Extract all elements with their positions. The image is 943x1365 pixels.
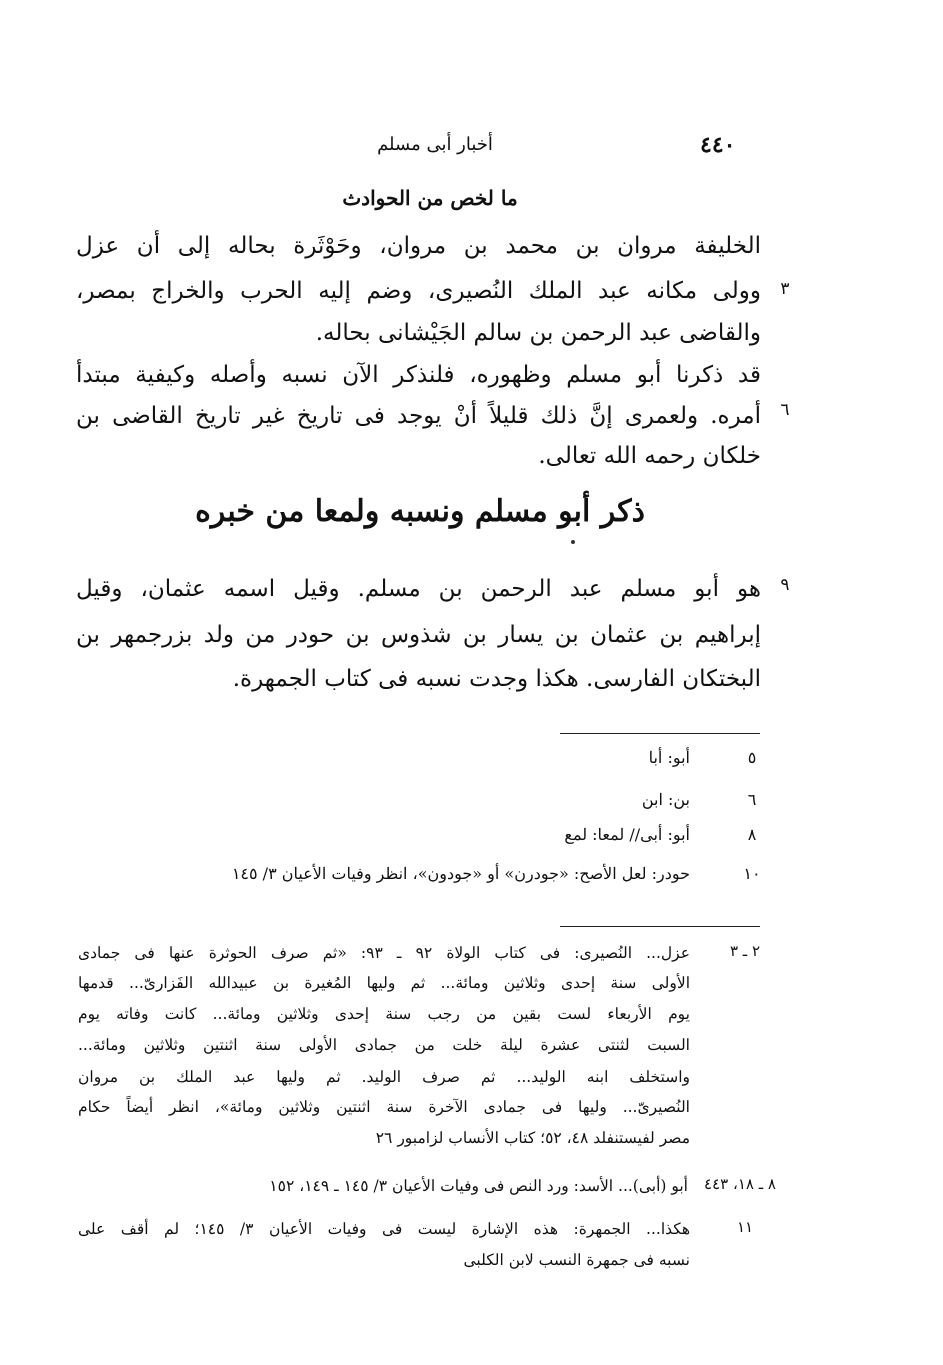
chapter-heading: ذكر أبو مسلم ونسبه ولمعا من خبره (195, 494, 645, 529)
paragraph-line: قد ذكرنا أبو مسلم وظهوره، فلنذكر الآن نسبه وأصله وكيفية مبتدأ (76, 362, 761, 388)
note-line: نسبه فى جمهرة النسب لابن الكلبى (463, 1251, 690, 1269)
note-line: أبو (أبى)... الأسد: ورد النص فى وفيات الأعيان ٣/ ١٤٥ ـ ١٤٩، ١٥٢ (269, 1177, 688, 1195)
note-line: هكذا... الجمهرة: هذه الإشارة ليست فى وفيات الأعيان ٣/ ١٤٥؛ لم أقف على (78, 1220, 690, 1238)
note-line: عزل... النُصيرى: فى كتاب الولاة ٩٢ ـ ٩٣: «ثم صرف الحوثرة عنها فى جمادى (78, 944, 690, 962)
note-line: يوم الأربعاء لست بقين من رجب سنة إحدى وثلاثين ومائة... كانت وفاته يوم (78, 1005, 690, 1023)
variant-line-number: ١٠ (743, 864, 761, 883)
page-number: ٤٤٠ (700, 132, 736, 158)
footnote-separator (560, 926, 760, 927)
variant-line-number: ٦ (747, 790, 757, 809)
variant-reading: أبو: أبا (648, 748, 690, 767)
note-line: الأولى سنة إحدى وثلاثين ومائة... ثم وليها المُغيرة بن عبيدالله الفَزارىّ... قدمها (78, 974, 690, 992)
variant-reading: بن: ابن (641, 790, 690, 809)
paragraph-line: والقاضى عبد الرحمن بن سالم الجَيْشانى بحاله. (315, 320, 761, 346)
speck (571, 540, 575, 544)
note-line: مصر لفيستنفلد ٤٨، ٥٢؛ كتاب الأنساب لزامبور ٢٦ (375, 1129, 690, 1147)
line-number: ٩ (780, 575, 790, 595)
paragraph-line: هو أبو مسلم عبد الرحمن بن مسلم. وقيل اسمه عثمان، وقيل (76, 576, 761, 602)
section-title: ما لخص من الحوادث (342, 186, 518, 210)
variant-line-number: ٥ (747, 748, 757, 767)
note-line: واستخلف ابنه الوليد... ثم صرف الوليد. ثم وليها عبد الملك بن مروان (78, 1068, 690, 1086)
note-line: النُصيرىّ... وليها فى جمادى الآخرة سنة اثنتين وثلاثين ومائة»، انظر أيضاً حكام (78, 1098, 690, 1116)
note-line-ref: ٨ ـ ١٨، ٤٤٣ (704, 1175, 776, 1193)
paragraph-line: خلكان رحمه الله تعالى. (538, 443, 761, 469)
paragraph-line: البختكان الفارسى. هكذا وجدت نسبه فى كتاب الجمهرة. (232, 666, 761, 692)
paragraph-line: أمره. ولعمرى إنَّ ذلك قليلاً أنْ يوجد فى تاريخ غير تاريخ القاضى بن (76, 403, 761, 429)
running-title: أخبار أبى مسلم (377, 134, 493, 155)
paragraph-line: وولى مكانه عبد الملك النُصيرى، وضم إليه الحرب والخراج بمصر، (76, 278, 761, 304)
paragraph-line: الخليفة مروان بن محمد بن مروان، وحَوْثَرة بحاله إلى أن عزل (76, 233, 761, 259)
variant-reading: حودر: لعل الأصح: «جودرن» أو «جودون»، انظر وفيات الأعيان ٣/ ١٤٥ (231, 864, 690, 883)
line-number: ٣ (780, 279, 790, 299)
note-line-ref: ١١ (736, 1218, 754, 1236)
line-number: ٦ (780, 400, 790, 420)
note-line-ref: ٢ ـ ٣ (729, 942, 761, 960)
note-line: السبت لثنتى عشرة ليلة خلت من جمادى الأولى سنة اثنتين وثلاثين ومائة... (78, 1036, 690, 1054)
paragraph-line: إبراهيم بن عثمان بن يسار بن شذوس بن حودر من ولد بزرجمهر بن (76, 622, 761, 648)
footnote-separator (560, 733, 760, 734)
variant-line-number: ٨ (747, 825, 757, 844)
variant-reading: أبو: أبى// لمعا: لمع (564, 825, 690, 844)
